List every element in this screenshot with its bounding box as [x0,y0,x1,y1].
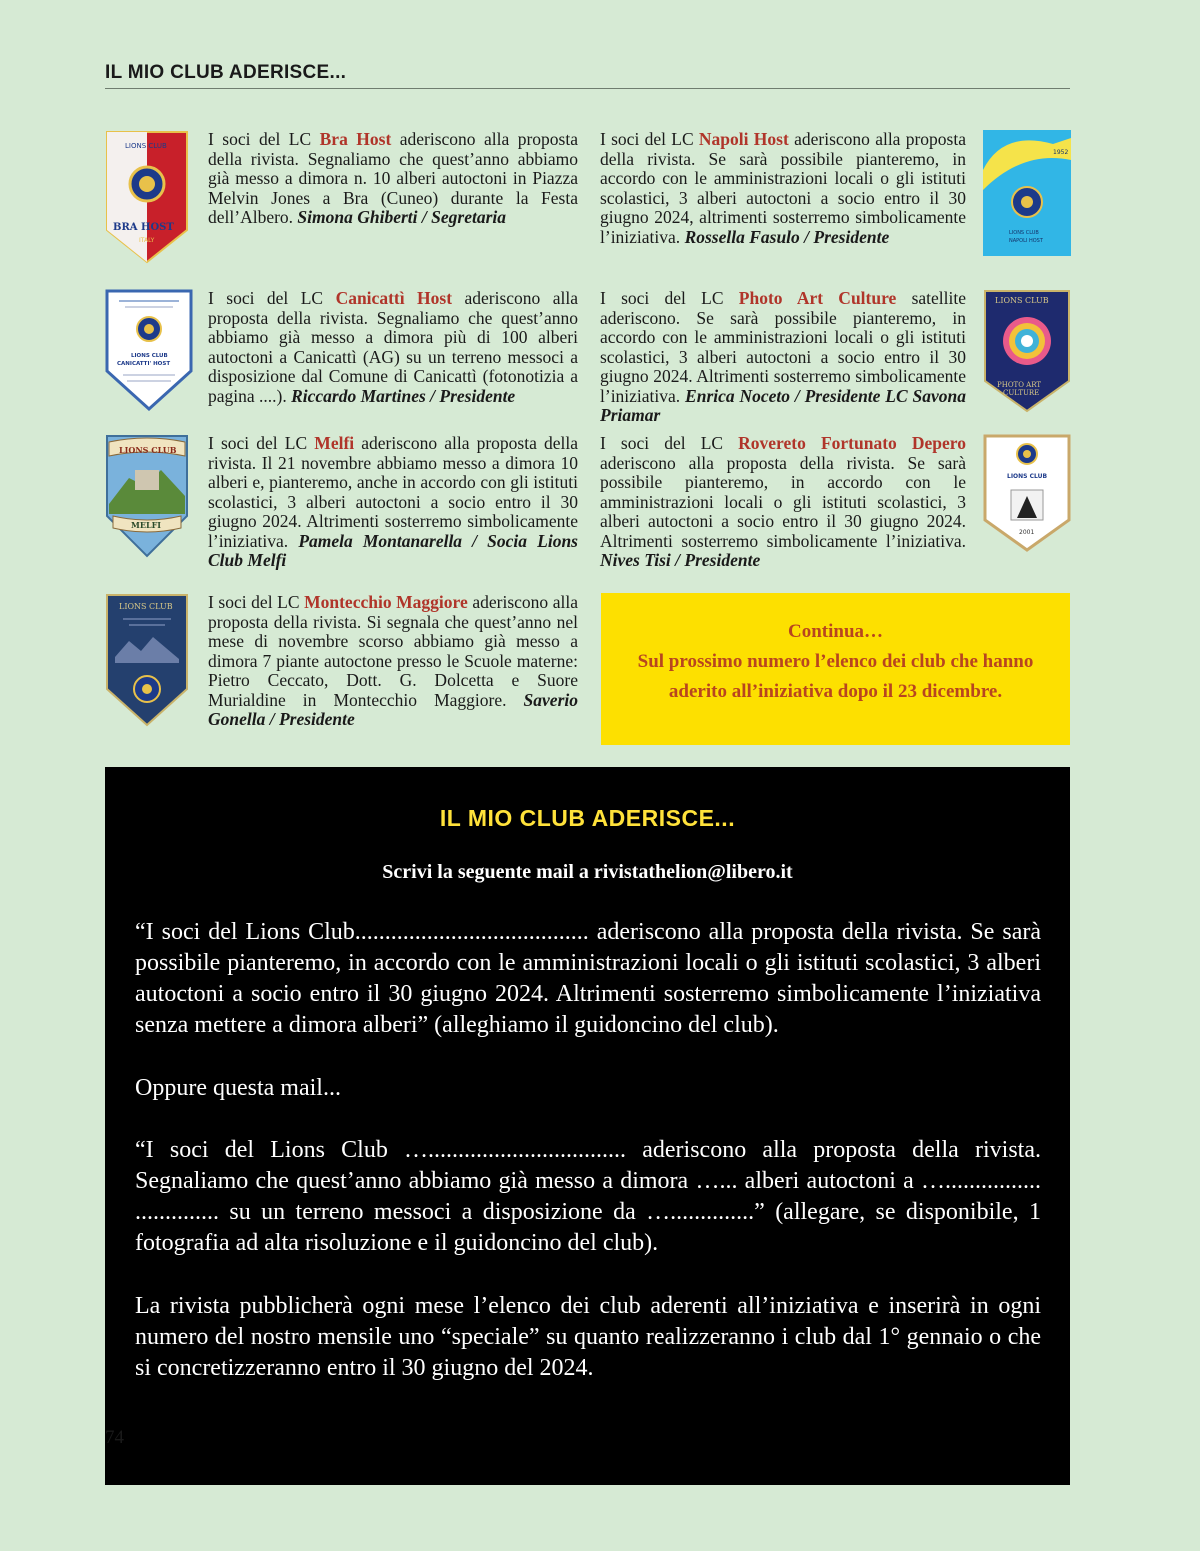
canicatti-pennant-line2: CANICATTI' HOST [117,361,171,367]
rovereto-pennant-line1: LIONS CLUB [1007,473,1048,480]
entry-text: aderiscono alla proposta della rivista. Si segnala che quest’anno nel mese di novembre scorso abbiamo già messo a dimora 7 piante autoctone presso le Scuole materne: Pietro Ceccato, Dott. G. Dolcetta e Suore Murialdine in Montecchio Maggiore. [208,592,579,710]
photo-pennant-bottom2: CULTURE [1003,389,1040,397]
continua-notice [601,593,1070,745]
entry-text: aderiscono alla proposta della rivista. Se sarà possibile pianteremo, in accordo con le amministrazioni locali o gli istituti scolastici, 3 alberi autoctoni a socio entro il 30 giugno 2024, altrimenti sosterremo simbolicamente l’iniziativa. [600,129,967,247]
photo-pennant-top: LIONS CLUB [995,296,1049,305]
rovereto-pennant [983,434,1071,552]
entry-signature: Saverio Gonella / Presidente [208,689,578,729]
club-name: Montecchio Maggiore [304,592,468,612]
canicatti-host-pennant [105,289,193,411]
continua-line3: aderito all’iniziativa dopo il 23 dicembre. [668,681,1003,702]
entry-signature: Enrica Noceto / Presidente LC Savona Priamar [600,385,966,425]
entry-prefix: I soci del LC [208,288,336,308]
montecchio-pennant-top: LIONS CLUB [119,602,173,611]
entry-signature: Rossella Fasulo / Presidente [684,226,890,247]
template-subtitle: Scrivi la seguente mail a rivistathelion@libero.it [382,861,793,883]
template-paragraph-3: “I soci del Lions Club …................................. aderiscono alla proposta della rivista. Segnaliamo che quest’anno abbiamo già messo a dimora …... alberi autoctoni a …................ .............. su un terreno messoci a disposizione da …..............” (allegare, se disponibile, 1 fotografia ad alta risoluzione e il guidoncino del club). [135,1137,1041,1256]
photo-pennant-bottom1: PHOTO ART [997,381,1042,389]
mail-template-box [105,767,1070,1485]
entry-signature: Nives Tisi / Presidente [600,550,761,570]
continua-line1: Continua… [787,621,884,642]
entry-canicatti-host [208,289,578,406]
entry-prefix: I soci del LC [208,129,320,149]
template-paragraph-1: “I soci del Lions Club....................................... aderiscono alla proposta della rivista. Se sarà possibile pianteremo, in accordo con le amministrazioni locali o gli istituti scolastici, 3 alberi autoctoni a socio entro il 30 giugno 2024. Altrimenti sosterremo simbolicamente l’iniziativa senza mettere a dimora alberi” (alleghiamo il guidoncino del club). [135,919,1041,1038]
entry-bra-host [208,130,578,228]
page-header: IL MIO CLUB ADERISCE... [105,62,1070,89]
entry-prefix: I soci del LC [208,592,305,612]
bra-host-pennant [105,130,189,264]
entry-text: satellite aderiscono. Se sarà possibile pianteremo, in accordo con le amministrazioni locali o gli istituti scolastici, 3 alberi autoctoni a socio entro il 30 giugno 2024. Altrimenti sosterremo simbolicamente l’iniziativa. [600,288,967,406]
montecchio-maggiore-pennant [105,593,189,727]
bra-pennant-top: LIONS CLUB [125,142,167,150]
template-title: IL MIO CLUB ADERISCE... [439,805,736,831]
entry-napoli-host [600,130,966,247]
entry-photo-art-culture [600,289,966,426]
entry-montecchio-maggiore [208,593,578,730]
club-name: Melfi [314,433,355,453]
entry-signature: Pamela Montanarella / Socia Lions Club Melfi [208,530,578,570]
club-name: Photo Art Culture [738,288,897,308]
template-paragraph-4: La rivista pubblicherà ogni mese l’elenco dei club aderenti all’iniziativa e inserirà in ogni numero del nostro mensile uno “speciale” su quanto realizzeranno i club dal 1° gennaio o che si concretizzeranno entro il 30 giugno del 2024. [135,1293,1041,1381]
entry-melfi [208,434,578,571]
entry-text: aderiscono alla proposta della rivista. Segnaliamo che quest’anno abbiamo già messo a dimora n. 10 alberi autoctoni in Piazza Melvin Jones a Bra (Cuneo) durante la Festa dell’Albero. [208,129,578,227]
entry-prefix: I soci del LC [600,288,739,308]
bra-pennant-bottom: BRA HOST [113,222,174,233]
entry-rovereto-fortunato-depero [600,434,966,571]
photo-art-culture-pennant [983,289,1071,413]
template-paragraph-2: Oppure questa mail... [135,1075,341,1101]
club-name: Napoli Host [698,129,789,149]
melfi-pennant-top: LIONS CLUB [119,445,177,455]
entry-text: aderiscono alla proposta della rivista. Il 21 novembre abbiamo messo a dimora 10 alberi e, pianteremo, anche in accordo con gli istituti scolastici, 3 alberi autoctoni a socio entro il 30 giugno 2024. Altrimenti sosterremo simbolicamente l’iniziativa. [208,433,579,551]
napoli-pennant-line2: NAPOLI HOST [1009,238,1043,244]
melfi-pennant [105,434,189,558]
club-name: Canicattì Host [335,288,453,308]
club-name: Bra Host [319,129,392,149]
entry-prefix: I soci del LC [600,129,699,149]
page-number: 74 [105,1427,124,1448]
napoli-pennant-year: 1952 [1053,149,1069,156]
entry-signature: Riccardo Martines / Presidente [291,385,516,406]
napoli-pennant-line1: LIONS CLUB [1009,230,1039,236]
club-name: Rovereto Fortunato Depero [738,433,966,453]
rovereto-pennant-year: 2001 [1019,529,1035,536]
entry-prefix: I soci del LC [208,433,315,453]
canicatti-pennant-line1: LIONS CLUB [131,353,168,359]
entry-text: aderiscono alla proposta della rivista. Se sarà possibile pianteremo, in accordo con le amministrazioni locali o gli istituti scolastici, 3 alberi autoctoni a socio entro il 30 giugno 2024. Altrimenti sosterremo simbolicamente l’iniziativa. [600,452,966,551]
entry-text: aderiscono alla proposta della rivista. Segnaliamo che quest’anno abbiamo già messo a dimora più di 100 alberi autoctoni a Canicattì (AG) su un terreno messoci a disposizione dal Comune di Canicattì (fotonotizia a pagina ....). [208,288,578,406]
napoli-host-pennant [983,130,1071,256]
melfi-pennant-bottom: MELFI [131,520,161,530]
entry-prefix: I soci del LC [600,433,739,453]
continua-line2: Sul prossimo numero l’elenco dei club che hanno [637,651,1034,672]
entry-signature: Simona Ghiberti / Segretaria [297,207,506,227]
bra-pennant-sub: ITALY [139,237,155,244]
